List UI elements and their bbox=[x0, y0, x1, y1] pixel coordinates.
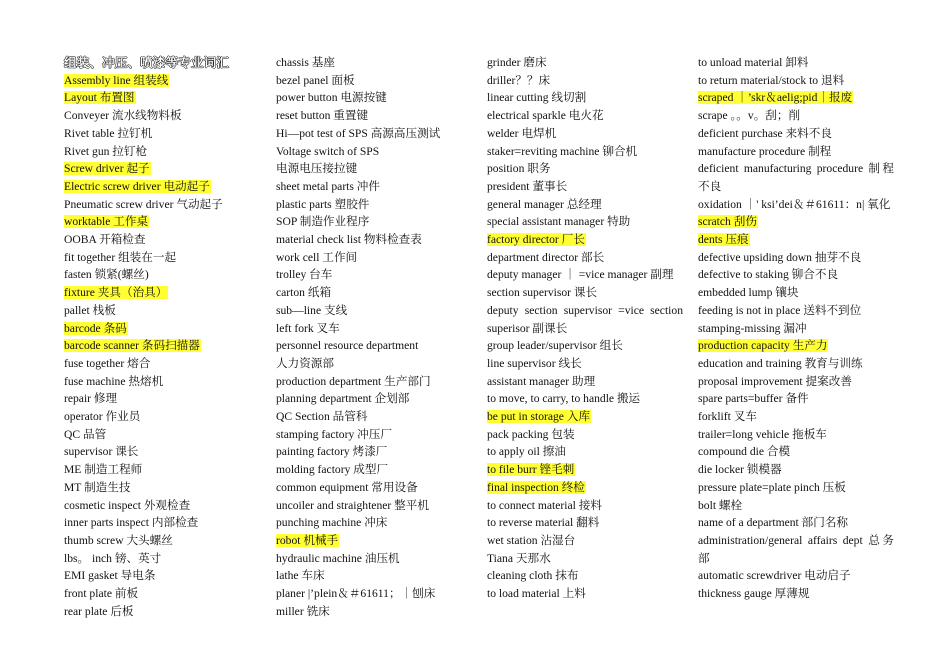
glossary-term-text: final inspection 终检 bbox=[487, 480, 585, 494]
glossary-entry bbox=[487, 196, 683, 214]
glossary-entry bbox=[487, 107, 683, 125]
glossary-entry bbox=[487, 532, 683, 550]
glossary-term-text: grinder 磨床 bbox=[487, 56, 547, 69]
glossary-term-text: production capacity 生产力 bbox=[698, 339, 828, 353]
glossary-term-text: hydraulic machine 油压机 bbox=[276, 551, 400, 565]
glossary-entry-highlighted bbox=[487, 231, 683, 249]
glossary-term-text: general manager 总经理 bbox=[487, 197, 602, 211]
glossary-term-text: dents 压痕 bbox=[698, 233, 749, 247]
glossary-term-text: bezel panel 面板 bbox=[276, 73, 355, 87]
column-4-entries bbox=[698, 54, 894, 603]
glossary-term-text: linear cutting 线切割 bbox=[487, 91, 587, 105]
glossary-term-text: Electric screw driver 电动起子 bbox=[64, 179, 210, 193]
column-2-entries bbox=[276, 54, 472, 621]
glossary-entry bbox=[64, 497, 260, 515]
glossary-entry bbox=[698, 320, 894, 338]
glossary-entry bbox=[487, 585, 683, 603]
glossary-entry bbox=[276, 497, 472, 515]
glossary-term-text: MT 制造生技 bbox=[64, 480, 131, 494]
glossary-entry bbox=[698, 514, 894, 532]
glossary-term-text: be put in storage 入库 bbox=[487, 410, 591, 424]
glossary-term-text: electrical sparkle 电火花 bbox=[487, 109, 604, 123]
glossary-entry bbox=[487, 337, 683, 355]
glossary-entry bbox=[698, 443, 894, 461]
glossary-term-text: punching machine 冲床 bbox=[276, 516, 388, 530]
glossary-term-text: painting factory 烤漆厂 bbox=[276, 445, 388, 459]
glossary-term-text: deputy section supervisor =vice section superisor 副课长 bbox=[487, 303, 683, 335]
column-3 bbox=[487, 54, 683, 603]
glossary-term-text: trolley 台车 bbox=[276, 268, 333, 282]
glossary-entry bbox=[487, 284, 683, 302]
glossary-term-text: planning department 企划部 bbox=[276, 392, 410, 406]
glossary-entry bbox=[276, 514, 472, 532]
glossary-term-text: automatic screwdriver 电动启子 bbox=[698, 569, 851, 583]
glossary-entry bbox=[64, 355, 260, 373]
glossary-entry bbox=[487, 497, 683, 515]
glossary-entry bbox=[276, 107, 472, 125]
glossary-term-text: special assistant manager 特助 bbox=[487, 215, 631, 229]
glossary-entry bbox=[64, 408, 260, 426]
glossary-entry bbox=[64, 603, 260, 621]
glossary-entry bbox=[487, 514, 683, 532]
glossary-entry bbox=[487, 143, 683, 161]
glossary-entry bbox=[276, 266, 472, 284]
glossary-term-text: deputy manager ｜ =vice manager 副理 bbox=[487, 268, 674, 282]
glossary-entry bbox=[276, 320, 472, 338]
glossary-entry bbox=[698, 266, 894, 284]
glossary-entry bbox=[698, 567, 894, 585]
glossary-entry bbox=[64, 550, 260, 568]
glossary-entry bbox=[487, 355, 683, 373]
glossary-term-text: scrape 。。v。刮；削 bbox=[698, 109, 801, 123]
glossary-entry bbox=[64, 249, 260, 267]
glossary-term-text: production department 生产部门 bbox=[276, 374, 431, 388]
column-3-entries bbox=[487, 54, 683, 603]
glossary-entry-highlighted bbox=[64, 72, 260, 90]
glossary-term-text: power button 电源按键 bbox=[276, 91, 387, 105]
glossary-entry bbox=[698, 160, 894, 195]
glossary-entry bbox=[698, 72, 894, 90]
glossary-term-text: chassis 基座 bbox=[276, 56, 335, 69]
glossary-entry bbox=[487, 89, 683, 107]
glossary-entry bbox=[276, 196, 472, 214]
glossary-term-text: to file burr 锉毛刺 bbox=[487, 463, 575, 477]
glossary-entry bbox=[698, 390, 894, 408]
glossary-term-text: staker=reviting machine 铆合机 bbox=[487, 144, 638, 158]
glossary-entry-highlighted bbox=[64, 213, 260, 231]
glossary-entry bbox=[698, 125, 894, 143]
column-1 bbox=[64, 54, 260, 620]
glossary-term-text: Tiana 天那水 bbox=[487, 551, 551, 565]
glossary-term-text: 电源电压接拉键 bbox=[276, 162, 358, 176]
glossary-term-text: reset button 重置键 bbox=[276, 109, 369, 123]
glossary-term-text: education and training 教育与训练 bbox=[698, 356, 863, 370]
glossary-term-text: cosmetic inspect 外观检查 bbox=[64, 498, 191, 512]
glossary-entry bbox=[698, 54, 894, 72]
glossary-entry-highlighted bbox=[487, 479, 683, 497]
glossary-entry bbox=[487, 302, 683, 337]
glossary-entry bbox=[698, 497, 894, 515]
glossary-entry bbox=[276, 284, 472, 302]
glossary-entry bbox=[276, 213, 472, 231]
section-heading: 组装、冲压、喷漆等专业词汇 bbox=[64, 55, 230, 70]
glossary-entry bbox=[64, 196, 260, 214]
glossary-entry bbox=[64, 479, 260, 497]
glossary-term-text: common equipment 常用设备 bbox=[276, 480, 418, 494]
glossary-term-text: proposal improvement 提案改善 bbox=[698, 374, 852, 388]
glossary-entry bbox=[64, 107, 260, 125]
glossary-entry bbox=[487, 266, 683, 284]
glossary-entry bbox=[64, 443, 260, 461]
glossary-term-text: Layout 布置图 bbox=[64, 91, 135, 105]
glossary-entry bbox=[487, 443, 683, 461]
glossary-entry bbox=[276, 143, 472, 161]
glossary-entry-highlighted bbox=[698, 231, 894, 249]
glossary-entry-highlighted bbox=[64, 320, 260, 338]
glossary-term-text: deficient purchase 来料不良 bbox=[698, 126, 832, 140]
glossary-entry bbox=[487, 426, 683, 444]
glossary-term-text: cleaning cloth 抹布 bbox=[487, 569, 579, 583]
glossary-entry bbox=[698, 284, 894, 302]
glossary-entry bbox=[64, 373, 260, 391]
glossary-term-text: Rivet table 拉钉机 bbox=[64, 126, 153, 140]
glossary-term-text: OOBA 开箱检查 bbox=[64, 233, 146, 247]
glossary-term-text: deficient manufacturing procedure 制程不良 bbox=[698, 162, 894, 193]
glossary-entry bbox=[276, 89, 472, 107]
glossary-entry bbox=[698, 196, 894, 214]
glossary-entry bbox=[698, 249, 894, 267]
glossary-term-text: pack packing 包装 bbox=[487, 427, 575, 441]
glossary-term-text: Rivet gun 拉钉枪 bbox=[64, 144, 148, 158]
glossary-entry bbox=[64, 390, 260, 408]
glossary-term-text: to connect material 接料 bbox=[487, 498, 602, 512]
glossary-entry bbox=[487, 373, 683, 391]
glossary-entry bbox=[698, 585, 894, 603]
glossary-term-text: planer |’plein＆＃61611；｜刨床 bbox=[276, 587, 436, 601]
glossary-entry bbox=[698, 461, 894, 479]
glossary-term-text: embedded lump 镶块 bbox=[698, 286, 799, 300]
glossary-term-text: 人力资源部 bbox=[276, 356, 334, 370]
glossary-term-text: group leader/supervisor 组长 bbox=[487, 339, 623, 353]
glossary-entry bbox=[276, 479, 472, 497]
glossary-entry bbox=[64, 461, 260, 479]
glossary-entry bbox=[487, 160, 683, 178]
glossary-term-text: fixture 夹具（治具） bbox=[64, 286, 168, 300]
glossary-term-text: Pneumatic screw driver 气动起子 bbox=[64, 197, 223, 211]
glossary-term-text: die locker 锁模器 bbox=[698, 463, 782, 477]
glossary-entry bbox=[698, 302, 894, 320]
glossary-term-text: Conveyer 流水线物料板 bbox=[64, 109, 182, 123]
glossary-entry-highlighted bbox=[64, 160, 260, 178]
glossary-term-text: defective to staking 铆合不良 bbox=[698, 268, 839, 282]
glossary-entry bbox=[276, 249, 472, 267]
glossary-entry bbox=[698, 373, 894, 391]
glossary-term-text: stamping factory 冲压厂 bbox=[276, 427, 392, 441]
glossary-entry-highlighted bbox=[698, 213, 894, 231]
glossary-term-text: lathe 车床 bbox=[276, 569, 325, 583]
glossary-term-text: factory director 厂长 bbox=[487, 233, 585, 247]
glossary-entry bbox=[698, 143, 894, 161]
glossary-term-text: assistant manager 助理 bbox=[487, 374, 596, 388]
glossary-entry bbox=[64, 567, 260, 585]
glossary-entry bbox=[487, 125, 683, 143]
glossary-entry bbox=[276, 461, 472, 479]
glossary-entry bbox=[276, 302, 472, 320]
glossary-term-text: to apply oil 擦油 bbox=[487, 445, 566, 459]
column-1-entries bbox=[64, 72, 260, 621]
glossary-term-text: SOP 制造作业程序 bbox=[276, 215, 370, 229]
glossary-term-text: robot 机械手 bbox=[276, 533, 339, 547]
glossary-entry bbox=[698, 426, 894, 444]
glossary-entry-highlighted bbox=[698, 337, 894, 355]
glossary-entry bbox=[276, 567, 472, 585]
glossary-term-text: molding factory 成型厂 bbox=[276, 463, 389, 477]
glossary-term-text: sheet metal parts 冲件 bbox=[276, 179, 380, 193]
glossary-term-text: lbs。 inch 镑、英寸 bbox=[64, 551, 162, 565]
glossary-entry bbox=[698, 479, 894, 497]
glossary-term-text: ME 制造工程师 bbox=[64, 463, 143, 477]
glossary-entry-highlighted bbox=[64, 178, 260, 196]
glossary-term-text: fit together 组装在一起 bbox=[64, 250, 177, 264]
glossary-entry bbox=[276, 373, 472, 391]
glossary-entry bbox=[276, 443, 472, 461]
glossary-entry bbox=[276, 355, 472, 373]
glossary-term-text: compound die 合模 bbox=[698, 445, 791, 459]
glossary-term-text: name of a department 部门名称 bbox=[698, 516, 849, 530]
glossary-entry bbox=[64, 266, 260, 284]
glossary-term-text: thumb screw 大头螺丝 bbox=[64, 533, 173, 547]
glossary-term-text: fuse together 熔合 bbox=[64, 356, 151, 370]
glossary-term-text: worktable 工作桌 bbox=[64, 215, 149, 229]
glossary-term-text: scratch 刮伤 bbox=[698, 215, 757, 229]
glossary-term-text: to unload material 卸料 bbox=[698, 56, 809, 69]
glossary-term-text: EMI gasket 导电条 bbox=[64, 569, 156, 583]
glossary-entry bbox=[276, 231, 472, 249]
glossary-term-text: uncoiler and straightener 整平机 bbox=[276, 498, 429, 512]
glossary-term-text: spare parts=buffer 备件 bbox=[698, 392, 809, 406]
glossary-term-text: Hi—pot test of SPS 高源高压测试 bbox=[276, 126, 441, 140]
glossary-term-text: pressure plate=plate pinch 压板 bbox=[698, 480, 846, 494]
glossary-entry bbox=[276, 585, 472, 603]
glossary-entry bbox=[64, 585, 260, 603]
glossary-entry bbox=[698, 408, 894, 426]
glossary-term-text: to reverse material 翻料 bbox=[487, 516, 600, 530]
glossary-term-text: pallet 栈板 bbox=[64, 303, 116, 317]
glossary-term-text: barcode scanner 条码扫描器 bbox=[64, 339, 200, 353]
glossary-entry-highlighted bbox=[487, 461, 683, 479]
glossary-term-text: carton 纸箱 bbox=[276, 286, 332, 300]
glossary-term-text: plastic parts 塑胶件 bbox=[276, 197, 370, 211]
glossary-term-text: stamping-missing 漏冲 bbox=[698, 321, 807, 335]
glossary-entry-highlighted bbox=[64, 337, 260, 355]
glossary-term-text: to move, to carry, to handle 搬运 bbox=[487, 392, 641, 406]
glossary-term-text: defective upsiding down 抽芽不良 bbox=[698, 250, 862, 264]
glossary-entry bbox=[276, 337, 472, 355]
glossary-term-text: repair 修理 bbox=[64, 392, 118, 406]
glossary-term-text: driller？？床 bbox=[487, 73, 551, 87]
glossary-entry bbox=[64, 302, 260, 320]
glossary-term-text: bolt 螺栓 bbox=[698, 498, 743, 512]
glossary-entry bbox=[276, 603, 472, 621]
glossary-entry bbox=[487, 178, 683, 196]
glossary-term-text: left fork 叉车 bbox=[276, 321, 340, 335]
glossary-entry bbox=[64, 532, 260, 550]
glossary-term-text: work cell 工作间 bbox=[276, 250, 358, 264]
glossary-term-text: wet station 沾湿台 bbox=[487, 533, 576, 547]
glossary-term-text: front plate 前板 bbox=[64, 587, 139, 601]
glossary-entry bbox=[487, 390, 683, 408]
glossary-term-text: oxidation ｜' ksi’dei＆＃61611：n| 氧化 bbox=[698, 197, 891, 211]
glossary-entry-highlighted bbox=[276, 532, 472, 550]
glossary-term-text: forklift 叉车 bbox=[698, 410, 757, 424]
glossary-entry bbox=[64, 125, 260, 143]
glossary-entry bbox=[276, 72, 472, 90]
glossary-term-text: feeding is not in place 送料不到位 bbox=[698, 303, 862, 317]
glossary-entry bbox=[276, 125, 472, 143]
glossary-term-text: welder 电焊机 bbox=[487, 126, 557, 140]
glossary-entry-highlighted bbox=[698, 89, 894, 107]
glossary-term-text: to return material/stock to 退料 bbox=[698, 73, 845, 87]
glossary-entry bbox=[487, 54, 683, 72]
glossary-term-text: Voltage switch of SPS bbox=[276, 144, 380, 158]
glossary-entry-highlighted bbox=[64, 284, 260, 302]
glossary-term-text: supervisor 课长 bbox=[64, 445, 139, 459]
glossary-term-text: QC 品管 bbox=[64, 427, 107, 441]
glossary-entry bbox=[276, 54, 472, 72]
glossary-entry bbox=[487, 213, 683, 231]
glossary-entry bbox=[276, 550, 472, 568]
glossary-term-text: inner parts inspect 内部检查 bbox=[64, 516, 199, 530]
glossary-term-text: department director 部长 bbox=[487, 250, 605, 264]
glossary-entry bbox=[698, 107, 894, 125]
column-4 bbox=[698, 54, 894, 603]
glossary-term-text: position 职务 bbox=[487, 162, 551, 176]
glossary-entry bbox=[276, 390, 472, 408]
glossary-term-text: president 董事长 bbox=[487, 179, 568, 193]
glossary-entry bbox=[64, 231, 260, 249]
glossary-term-text: Assembly line 组装线 bbox=[64, 73, 169, 87]
glossary-entry bbox=[487, 72, 683, 90]
glossary-entry bbox=[487, 567, 683, 585]
glossary-term-text: trailer=long vehicle 拖板车 bbox=[698, 427, 827, 441]
glossary-term-text: line supervisor 线长 bbox=[487, 356, 582, 370]
glossary-term-text: barcode 条码 bbox=[64, 321, 127, 335]
glossary-entry bbox=[487, 550, 683, 568]
glossary-entry bbox=[487, 249, 683, 267]
glossary-entry-highlighted bbox=[64, 89, 260, 107]
glossary-entry bbox=[276, 408, 472, 426]
glossary-term-text: administration/general affairs dept 总务部 bbox=[698, 533, 894, 565]
glossary-entry bbox=[698, 532, 894, 567]
glossary-term-text: fuse machine 热熔机 bbox=[64, 374, 164, 388]
glossary-term-text: sub—line 支线 bbox=[276, 303, 348, 317]
glossary-term-text: QC Section 品管科 bbox=[276, 410, 368, 424]
glossary-entry bbox=[64, 426, 260, 444]
glossary-entry bbox=[276, 426, 472, 444]
column-2 bbox=[276, 54, 472, 621]
glossary-term-text: thickness gauge 厚薄规 bbox=[698, 587, 810, 601]
glossary-term-text: Screw driver 起子 bbox=[64, 162, 150, 176]
glossary-term-text: operator 作业员 bbox=[64, 410, 141, 424]
glossary-entry bbox=[64, 514, 260, 532]
glossary-entry bbox=[276, 160, 472, 178]
glossary-entry bbox=[276, 178, 472, 196]
glossary-entry-highlighted bbox=[487, 408, 683, 426]
glossary-term-text: manufacture procedure 制程 bbox=[698, 144, 832, 158]
glossary-term-text: rear plate 后板 bbox=[64, 604, 134, 618]
glossary-term-text: miller 铣床 bbox=[276, 604, 330, 618]
glossary-term-text: scraped ｜’skr＆aelig;pid｜报废 bbox=[698, 91, 853, 105]
glossary-term-text: section supervisor 课长 bbox=[487, 286, 598, 300]
glossary-term-text: personnel resource department bbox=[276, 339, 419, 353]
glossary-term-text: fasten 锁紧(螺丝) bbox=[64, 268, 149, 282]
glossary-entry bbox=[64, 143, 260, 161]
glossary-term-text: material check list 物料检查表 bbox=[276, 233, 422, 247]
glossary-entry bbox=[698, 355, 894, 373]
glossary-term-text: to load material 上料 bbox=[487, 587, 586, 601]
